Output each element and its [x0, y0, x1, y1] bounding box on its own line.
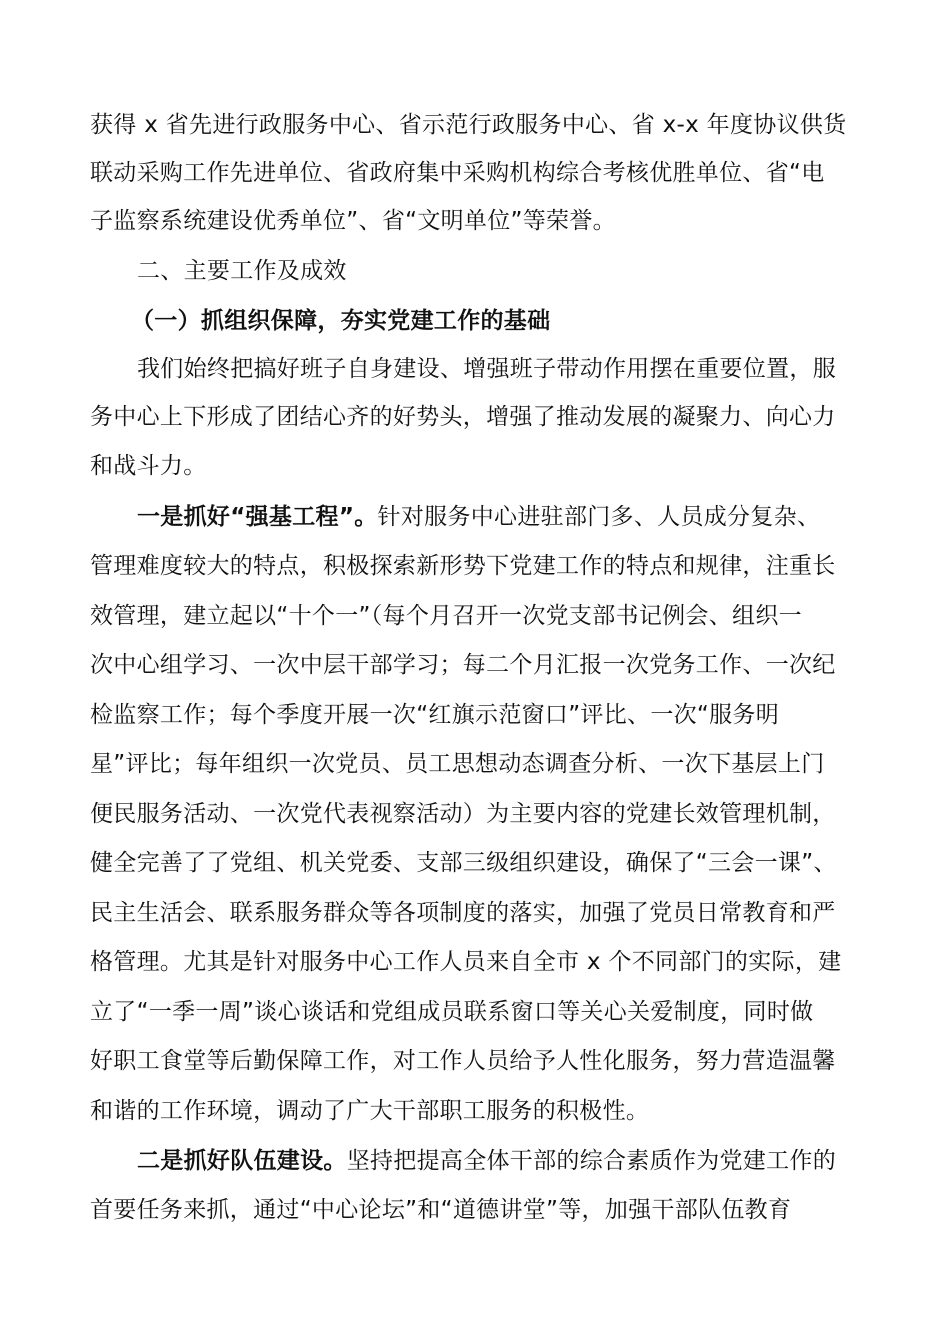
para2-line: 民主生活会、联系服务群众等各项制度的落实，加强了党员日常教育和严	[90, 900, 836, 926]
para1-line-3: 和战斗力。	[90, 453, 207, 479]
intro-line-3: 子监察系统建设优秀单位”、省“文明单位”等荣誉。	[90, 208, 616, 234]
para2-first-line	[137, 502, 917, 532]
para2-line: 检监察工作；每个季度开展一次“红旗示范窗口”评比、一次“服务明	[90, 702, 780, 728]
para1-line-2: 务中心上下形成了团结心齐的好势头，增强了推动发展的凝聚力、向心力	[90, 404, 836, 430]
para2-line: 效管理，建立起以“十个一”（每个月召开一次党支部书记例会、组织一	[90, 603, 802, 629]
para3-first-rest: 坚持把提高全体干部的综合素质作为党建工作的	[346, 1148, 837, 1174]
para2-line: 便民服务活动、一次党代表视察活动）为主要内容的党建长效管理机制，	[90, 801, 836, 827]
para3-lead: 二是抓好队伍建设。	[137, 1148, 347, 1174]
intro-line-1: 获得 x 省先进行政服务中心、省示范行政服务中心、省 x-x 年度协议供货	[90, 112, 847, 138]
para2-line: 管理难度较大的特点，积极探索新形势下党建工作的特点和规律，注重长	[90, 553, 836, 579]
para2-line: 星”评比；每年组织一次党员、员工思想动态调查分析、一次下基层上门	[90, 751, 825, 777]
para2-line: 健全完善了了党组、机关党委、支部三级组织建设，确保了“三会一课”、	[90, 850, 837, 876]
para2-line: 格管理。尤其是针对服务中心工作人员来自全市 x 个不同部门的实际，建	[90, 949, 842, 975]
para2-line: 和谐的工作环境，调动了广大干部职工服务的积极性。	[90, 1098, 650, 1124]
intro-line-2: 联动采购工作先进单位、省政府集中采购机构综合考核优胜单位、省“电	[90, 160, 825, 186]
para3-first-line	[137, 1146, 917, 1176]
para2-line: 好职工食堂等后勤保障工作，对工作人员给予人性化服务，努力营造温馨	[90, 1048, 836, 1074]
para2-first-rest: 针对服务中心进驻部门多、人员成分复杂、	[377, 504, 821, 530]
para2-line: 立了“一季一周”谈心谈话和党组成员联系窗口等关心关爱制度，同时做	[90, 999, 814, 1025]
para2-lead: 一是抓好“强基工程”。	[137, 504, 378, 530]
para3-line: 首要任务来抓，通过“中心论坛”和“道德讲堂”等，加强干部队伍教育	[90, 1197, 792, 1223]
subsection-heading: （一）抓组织保障，夯实党建工作的基础	[131, 308, 551, 334]
para2-line: 次中心组学习、一次中层干部学习；每二个月汇报一次党务工作、一次纪	[90, 652, 836, 678]
para1-line-1: 我们始终把搞好班子自身建设、增强班子带动作用摆在重要位置，服	[137, 356, 836, 382]
section-heading: 二、主要工作及成效	[137, 258, 347, 284]
